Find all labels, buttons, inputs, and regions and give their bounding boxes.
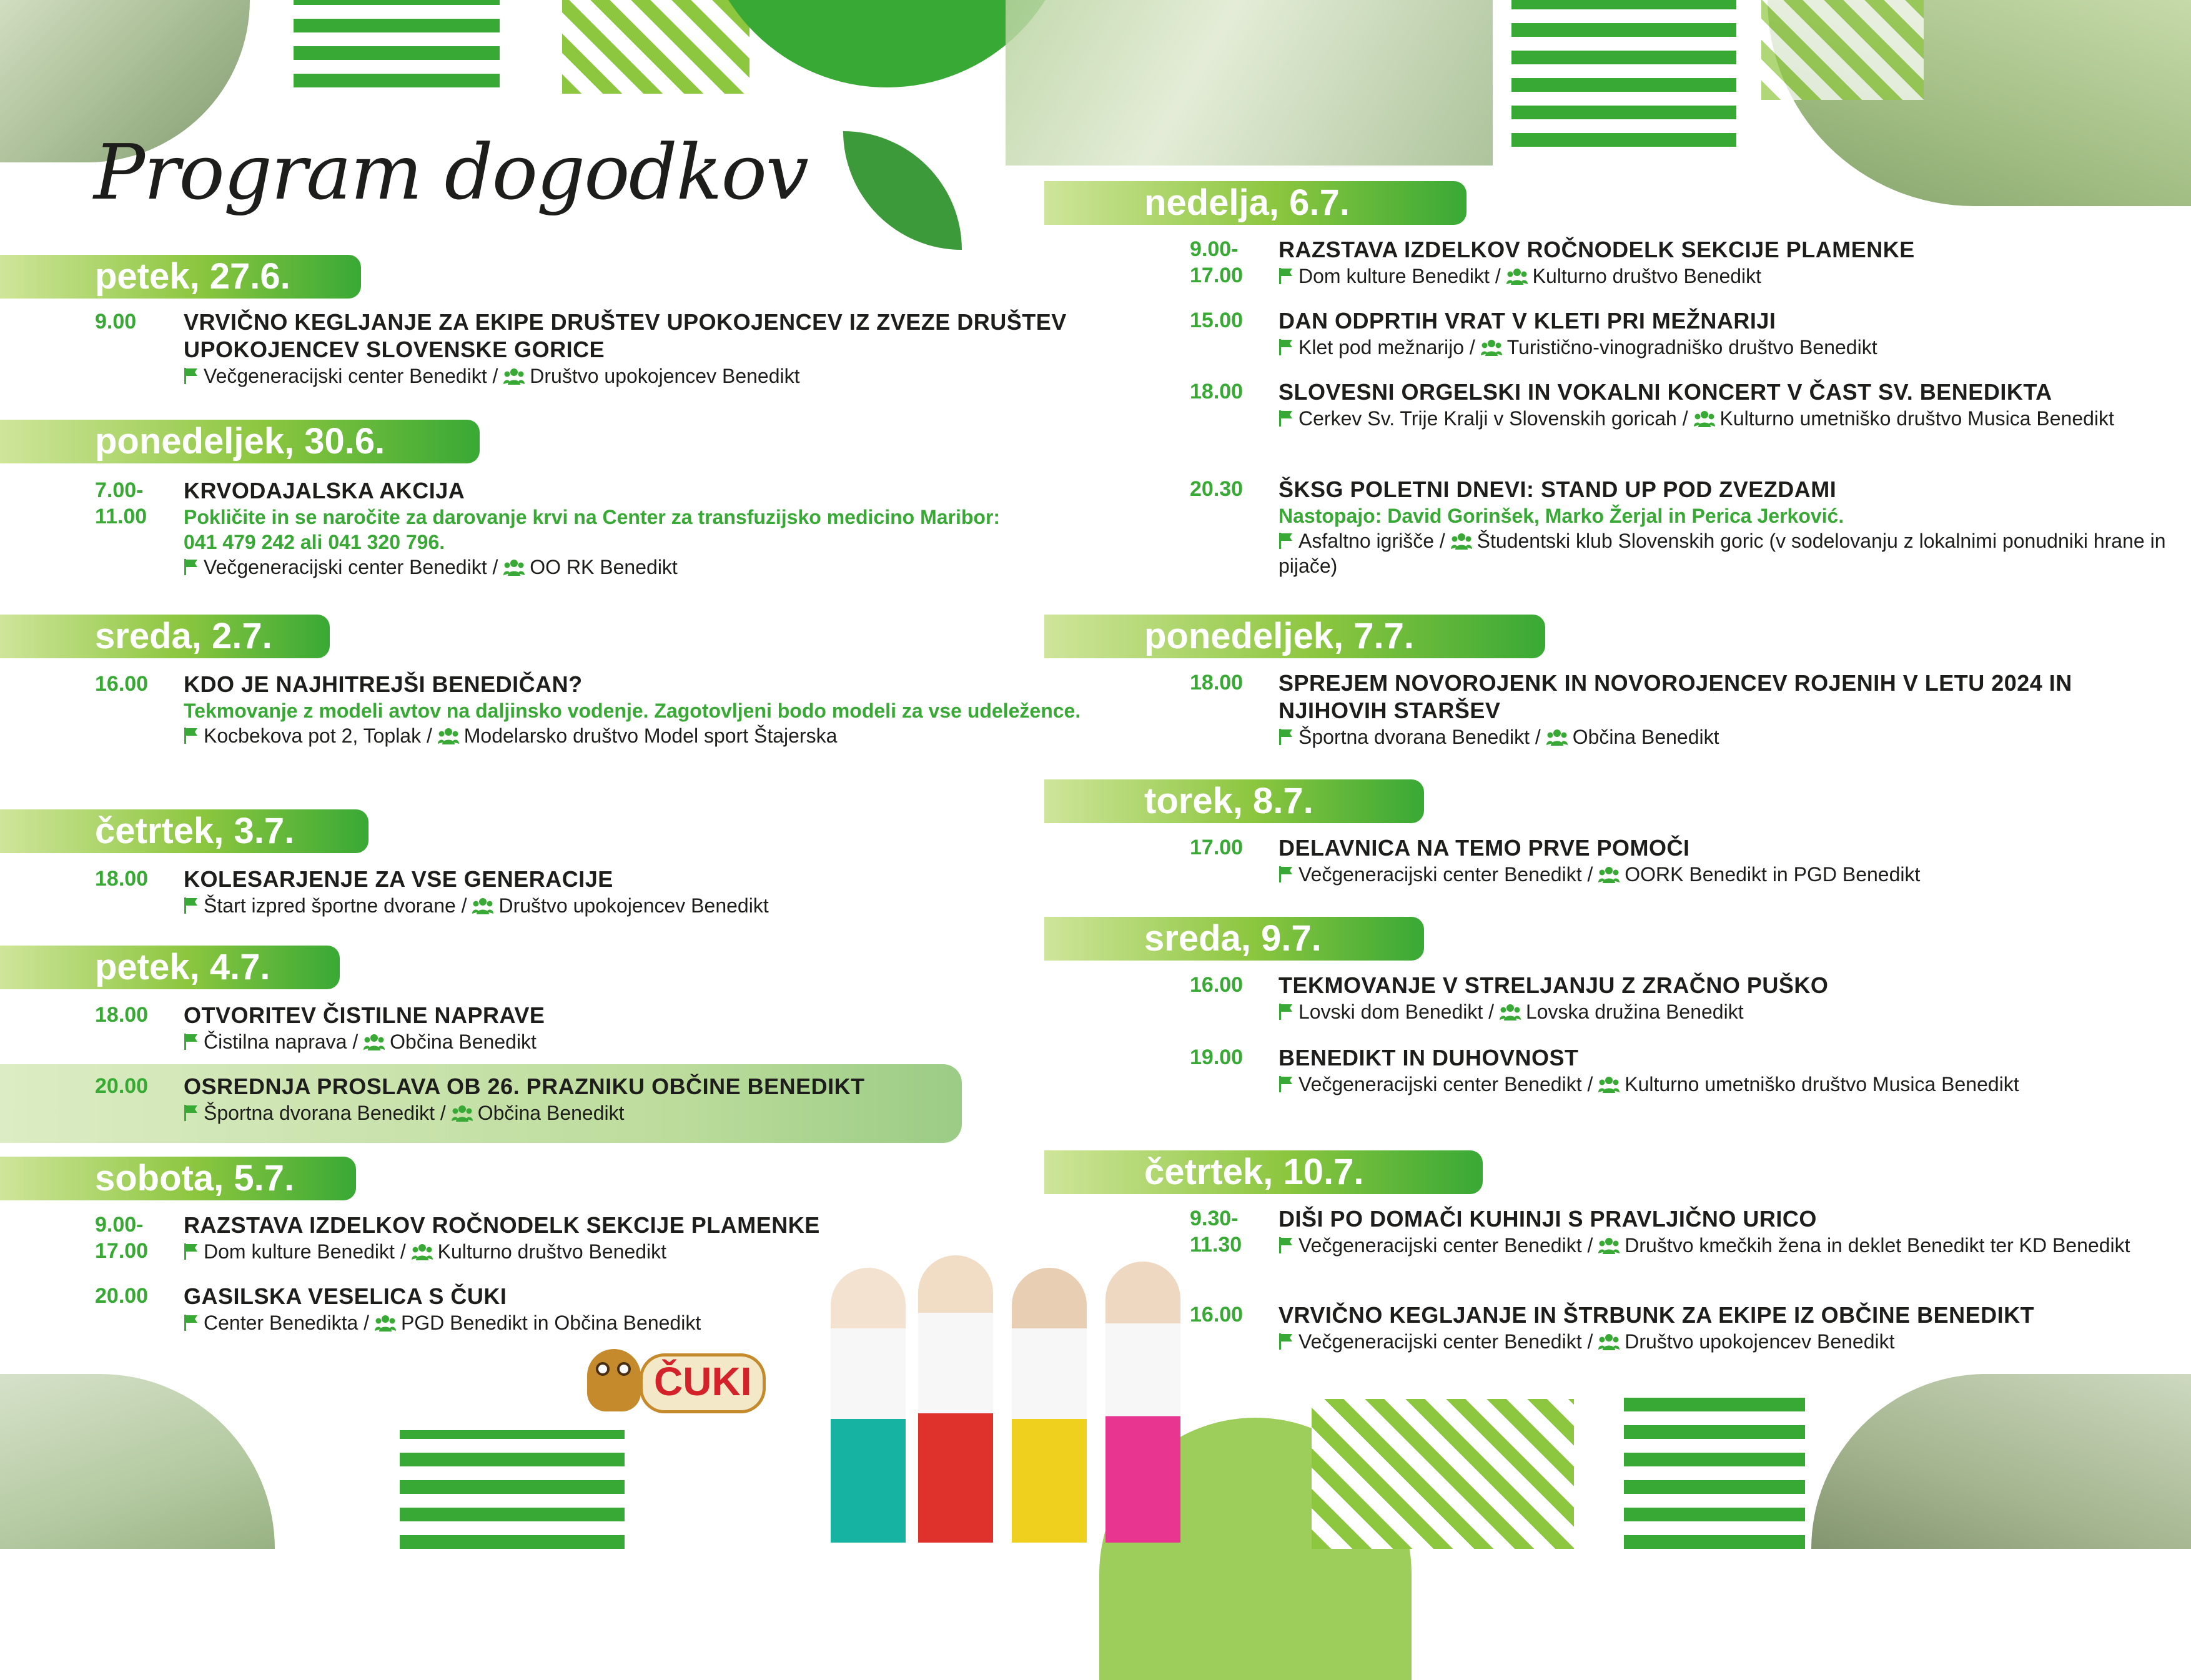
- event-organizer: Občina Benedikt: [477, 1102, 625, 1124]
- event-location: Center Benedikta: [204, 1312, 359, 1334]
- flag-icon: [1278, 866, 1293, 882]
- green-leaf: [843, 131, 962, 250]
- stripe-block: [562, 0, 749, 94]
- event-location: Športna dvorana Benedikt: [1298, 726, 1530, 748]
- event-name: OSREDNJA PROSLAVA OB 26. PRAZNIKU OBČINE BENEDIKT: [184, 1074, 865, 1099]
- group-icon: [1598, 1237, 1620, 1254]
- day-banner: ponedeljek, 30.6.: [0, 420, 480, 463]
- event-organizer: Društvo upokojencev Benedikt: [1625, 1330, 1895, 1353]
- event-organizer: Turistično-vinogradniško društvo Benedikt: [1506, 336, 1877, 358]
- flag-icon: [184, 728, 199, 744]
- owl-icon: [587, 1349, 641, 1411]
- cuki-logo-text: ČUKI: [640, 1353, 766, 1413]
- event-organizer: Kulturno umetniško društvo Musica Benedikt: [1625, 1073, 2019, 1095]
- event-name: SLOVESNI ORGELSKI IN VOKALNI KONCERT V ČAST SV. BENEDIKTA: [1278, 379, 2052, 405]
- event-location: Kocbekova pot 2, Toplak: [204, 724, 422, 747]
- event-meta: [184, 723, 1083, 748]
- day-banner: sreda, 2.7.: [0, 615, 330, 658]
- event-organizer: Društvo upokojencev Benedikt: [530, 365, 800, 387]
- event-organizer: Občina Benedikt: [1572, 726, 1719, 748]
- event-time: 16.00: [95, 672, 149, 696]
- event-name: DIŠI PO DOMAČI KUHINJI S PRAVLJIČNO URICO: [1278, 1206, 1817, 1232]
- event-location: Cerkev Sv. Trije Kralji v Slovenskih goricah: [1298, 407, 1677, 430]
- event-meta: [1278, 862, 2178, 887]
- event-name: SPREJEM NOVOROJENK IN NOVOROJENCEV ROJENIH V LETU 2024 IN NJIHOVIH STARŠEV: [1278, 670, 2072, 723]
- group-icon: [503, 558, 525, 576]
- event-location: Lovski dom Benedikt: [1298, 1001, 1483, 1023]
- separator: /: [1682, 407, 1688, 430]
- event-location: Dom kulture Benedikt: [204, 1240, 395, 1263]
- separator: /: [1439, 530, 1445, 552]
- flag-icon: [1278, 1004, 1293, 1020]
- event-name: VRVIČNO KEGLJANJE ZA EKIPE DRUŠTEV UPOKOJENCEV IZ ZVEZE DRUŠTEV UPOKOJENCEV SLOVENSKE GORICE: [184, 309, 1067, 362]
- event-meta: [184, 1239, 1083, 1264]
- flag-icon: [1278, 729, 1293, 745]
- page-title: Program dogodkov: [94, 128, 808, 217]
- event-time: 9.00-17.00: [95, 1213, 149, 1263]
- separator: /: [1535, 726, 1541, 748]
- event-time: 20.00: [95, 1074, 149, 1098]
- cuki-logo: [587, 1346, 774, 1415]
- event-name: ŠKSG POLETNI DNEVI: STAND UP POD ZVEZDAMI: [1278, 477, 1837, 502]
- separator: /: [1587, 863, 1593, 886]
- event-location: Večgeneracijski center Benedikt: [204, 365, 487, 387]
- separator: /: [426, 724, 432, 747]
- event-name: BENEDIKT IN DUHOVNOST: [1278, 1045, 1579, 1070]
- event-note: Nastopajo: David Gorinšek, Marko Žerjal in Perica Jerković.: [1278, 505, 1844, 527]
- separator: /: [492, 556, 498, 578]
- event-time: 9.30-11.30: [1190, 1207, 1242, 1257]
- event-organizer: Kulturno društvo Benedikt: [437, 1240, 667, 1263]
- event-meta: [1278, 1072, 2165, 1097]
- day-banner: četrtek, 10.7.: [1044, 1150, 1483, 1194]
- day-banner: nedelja, 6.7.: [1044, 181, 1466, 225]
- event-location: Dom kulture Benedikt: [1298, 265, 1490, 287]
- event-time: 19.00: [1190, 1045, 1244, 1069]
- event-meta: [184, 1029, 1083, 1054]
- group-icon: [438, 727, 459, 744]
- separator: /: [1587, 1330, 1593, 1353]
- event-time: 18.00: [95, 1003, 149, 1027]
- group-icon: [1598, 1333, 1620, 1350]
- event-meta: [1278, 999, 2178, 1024]
- group-icon: [1694, 410, 1715, 427]
- event-name: VRVIČNO KEGLJANJE IN ŠTRBUNK ZA EKIPE IZ OBČINE BENEDIKT: [1278, 1302, 2035, 1328]
- event-organizer: Kulturno društvo Benedikt: [1532, 265, 1762, 287]
- event-organizer: PGD Benedikt in Občina Benedikt: [400, 1312, 701, 1334]
- event-time: 18.00: [1190, 380, 1244, 403]
- event-name: TEKMOVANJE V STRELJANJU Z ZRAČNO PUŠKO: [1278, 972, 1829, 998]
- flag-icon: [184, 559, 199, 575]
- event-meta: [1278, 1233, 2153, 1258]
- event-location: Večgeneracijski center Benedikt: [1298, 863, 1582, 886]
- event-name: KRVODAJALSKA AKCIJA: [184, 478, 465, 503]
- separator: /: [1587, 1234, 1593, 1257]
- event-organizer: Kulturno umetniško društvo Musica Benedikt: [1719, 407, 2114, 430]
- event-time: 16.00: [1190, 973, 1244, 997]
- flag-icon: [1278, 1076, 1293, 1092]
- event-meta: [184, 363, 1102, 388]
- day-banner: sobota, 5.7.: [0, 1157, 356, 1200]
- stripe-block: [294, 0, 500, 87]
- group-icon: [472, 897, 493, 914]
- flag-icon: [184, 368, 199, 384]
- event-organizer: Modelarsko društvo Model sport Štajerska: [463, 724, 838, 747]
- separator: /: [400, 1240, 406, 1263]
- event-meta: [1278, 406, 2178, 431]
- event-organizer: Študentski klub Slovenskih goric (v sodelovanju z lokalnimi ponudniki hrane in pijače): [1278, 530, 2166, 577]
- event-time: 20.30: [1190, 477, 1244, 501]
- group-icon: [1451, 532, 1472, 550]
- event-name: DELAVNICA NA TEMO PRVE POMOČI: [1278, 835, 1690, 861]
- event-organizer: Občina Benedikt: [390, 1030, 537, 1053]
- group-icon: [452, 1104, 473, 1122]
- event-organizer: OORK Benedikt in PGD Benedikt: [1625, 863, 1921, 886]
- event-location: Večgeneracijski center Benedikt: [1298, 1073, 1582, 1095]
- separator: /: [1495, 265, 1501, 287]
- flag-icon: [184, 1243, 199, 1260]
- flag-icon: [184, 1034, 199, 1050]
- event-name: KOLESARJENJE ZA VSE GENERACIJE: [184, 866, 613, 892]
- group-icon: [1506, 267, 1528, 285]
- flag-icon: [184, 897, 199, 914]
- day-banner: četrtek, 3.7.: [0, 809, 368, 853]
- event-name: KDO JE NAJHITREJŠI BENEDIČAN?: [184, 671, 583, 697]
- event-organizer: OO RK Benedikt: [530, 556, 678, 578]
- event-meta: [1278, 724, 2090, 749]
- group-icon: [1546, 728, 1568, 746]
- event-location: Čistilna naprava: [204, 1030, 347, 1053]
- group-icon: [412, 1243, 433, 1260]
- event-meta: [1278, 1329, 2190, 1354]
- stripe-block: [1511, 0, 1736, 147]
- event-meta: [1278, 264, 2184, 289]
- bottom-left-photo: [0, 1374, 275, 1549]
- event-time: 7.00-11.00: [95, 478, 147, 528]
- event-organizer: Društvo kmečkih žena in deklet Benedikt ter KD Benedikt: [1625, 1234, 2130, 1257]
- event-meta: [184, 893, 1083, 918]
- group-icon: [503, 367, 525, 385]
- event-meta: [184, 555, 1002, 580]
- flag-icon: [1278, 339, 1293, 355]
- event-name: RAZSTAVA IZDELKOV ROČNODELK SEKCIJE PLAMENKE: [1278, 237, 1915, 262]
- group-icon: [1500, 1003, 1521, 1020]
- event-location: Športna dvorana Benedikt: [204, 1102, 435, 1124]
- event-location: Večgeneracijski center Benedikt: [1298, 1234, 1582, 1257]
- event-time: 18.00: [95, 867, 149, 891]
- event-time: 16.00: [1190, 1303, 1244, 1327]
- separator: /: [352, 1030, 359, 1053]
- event-name: RAZSTAVA IZDELKOV ROČNODELK SEKCIJE PLAMENKE: [184, 1212, 820, 1238]
- event-location: Asfaltno igrišče: [1298, 530, 1434, 552]
- group-icon: [1481, 338, 1502, 356]
- event-location: Večgeneracijski center Benedikt: [204, 556, 487, 578]
- event-time: 17.00: [1190, 836, 1244, 859]
- top-middle-photo: [1006, 0, 1493, 166]
- event-meta: [184, 1310, 933, 1335]
- stripe-block: [1624, 1393, 1805, 1549]
- flag-icon: [1278, 1237, 1293, 1253]
- separator: /: [1469, 336, 1475, 358]
- flag-icon: [1278, 410, 1293, 427]
- event-time: 9.00-17.00: [1190, 237, 1244, 287]
- stripe-block: [1312, 1399, 1574, 1549]
- separator: /: [440, 1102, 446, 1124]
- day-banner: sreda, 9.7.: [1044, 917, 1424, 961]
- separator: /: [1488, 1001, 1495, 1023]
- bottom-right-photo: [1811, 1374, 2191, 1549]
- day-banner: torek, 8.7.: [1044, 779, 1424, 823]
- event-name: GASILSKA VESELICA S ČUKI: [184, 1283, 507, 1309]
- event-note: Tekmovanje z modeli avtov na daljinsko vodenje. Zagotovljeni bodo modeli za vse udeležence.: [184, 699, 1081, 722]
- event-note: Pokličite in se naročite za darovanje krvi na Center za transfuzijsko medicino Maribor: 041 479 242 ali 041 320 796.: [184, 506, 1001, 553]
- event-time: 15.00: [1190, 309, 1244, 332]
- separator: /: [461, 894, 467, 917]
- event-location: Večgeneracijski center Benedikt: [1298, 1330, 1582, 1353]
- event-time: 9.00: [95, 310, 137, 334]
- group-icon: [1598, 866, 1620, 883]
- event-organizer: Lovska družina Benedikt: [1525, 1001, 1744, 1023]
- event-meta: [1278, 335, 2184, 360]
- event-name: OTVORITEV ČISTILNE NAPRAVE: [184, 1002, 545, 1028]
- group-icon: [375, 1314, 396, 1332]
- day-banner: petek, 27.6.: [0, 255, 361, 299]
- event-name: DAN ODPRTIH VRAT V KLETI PRI MEŽNARIJI: [1278, 308, 1776, 334]
- flag-icon: [1278, 533, 1293, 549]
- event-location: Klet pod mežnarijo: [1298, 336, 1465, 358]
- separator: /: [492, 365, 498, 387]
- separator: /: [1587, 1073, 1593, 1095]
- stripe-block: [1761, 0, 1924, 100]
- event-meta: [184, 1100, 1083, 1125]
- flag-icon: [1278, 268, 1293, 284]
- group-icon: [1598, 1075, 1620, 1093]
- event-time: 18.00: [1190, 671, 1244, 694]
- event-location: Štart izpred športne dvorane: [204, 894, 456, 917]
- flag-icon: [1278, 1333, 1293, 1350]
- event-time: 20.00: [95, 1284, 149, 1308]
- day-banner: petek, 4.7.: [0, 946, 340, 989]
- event-organizer: Društvo upokojencev Benedikt: [498, 894, 769, 917]
- flag-icon: [184, 1315, 199, 1331]
- event-meta: [1278, 528, 2178, 578]
- separator: /: [364, 1312, 370, 1334]
- stripe-block: [400, 1430, 625, 1549]
- flag-icon: [184, 1105, 199, 1121]
- day-banner: ponedeljek, 7.7.: [1044, 615, 1545, 658]
- group-icon: [364, 1033, 385, 1050]
